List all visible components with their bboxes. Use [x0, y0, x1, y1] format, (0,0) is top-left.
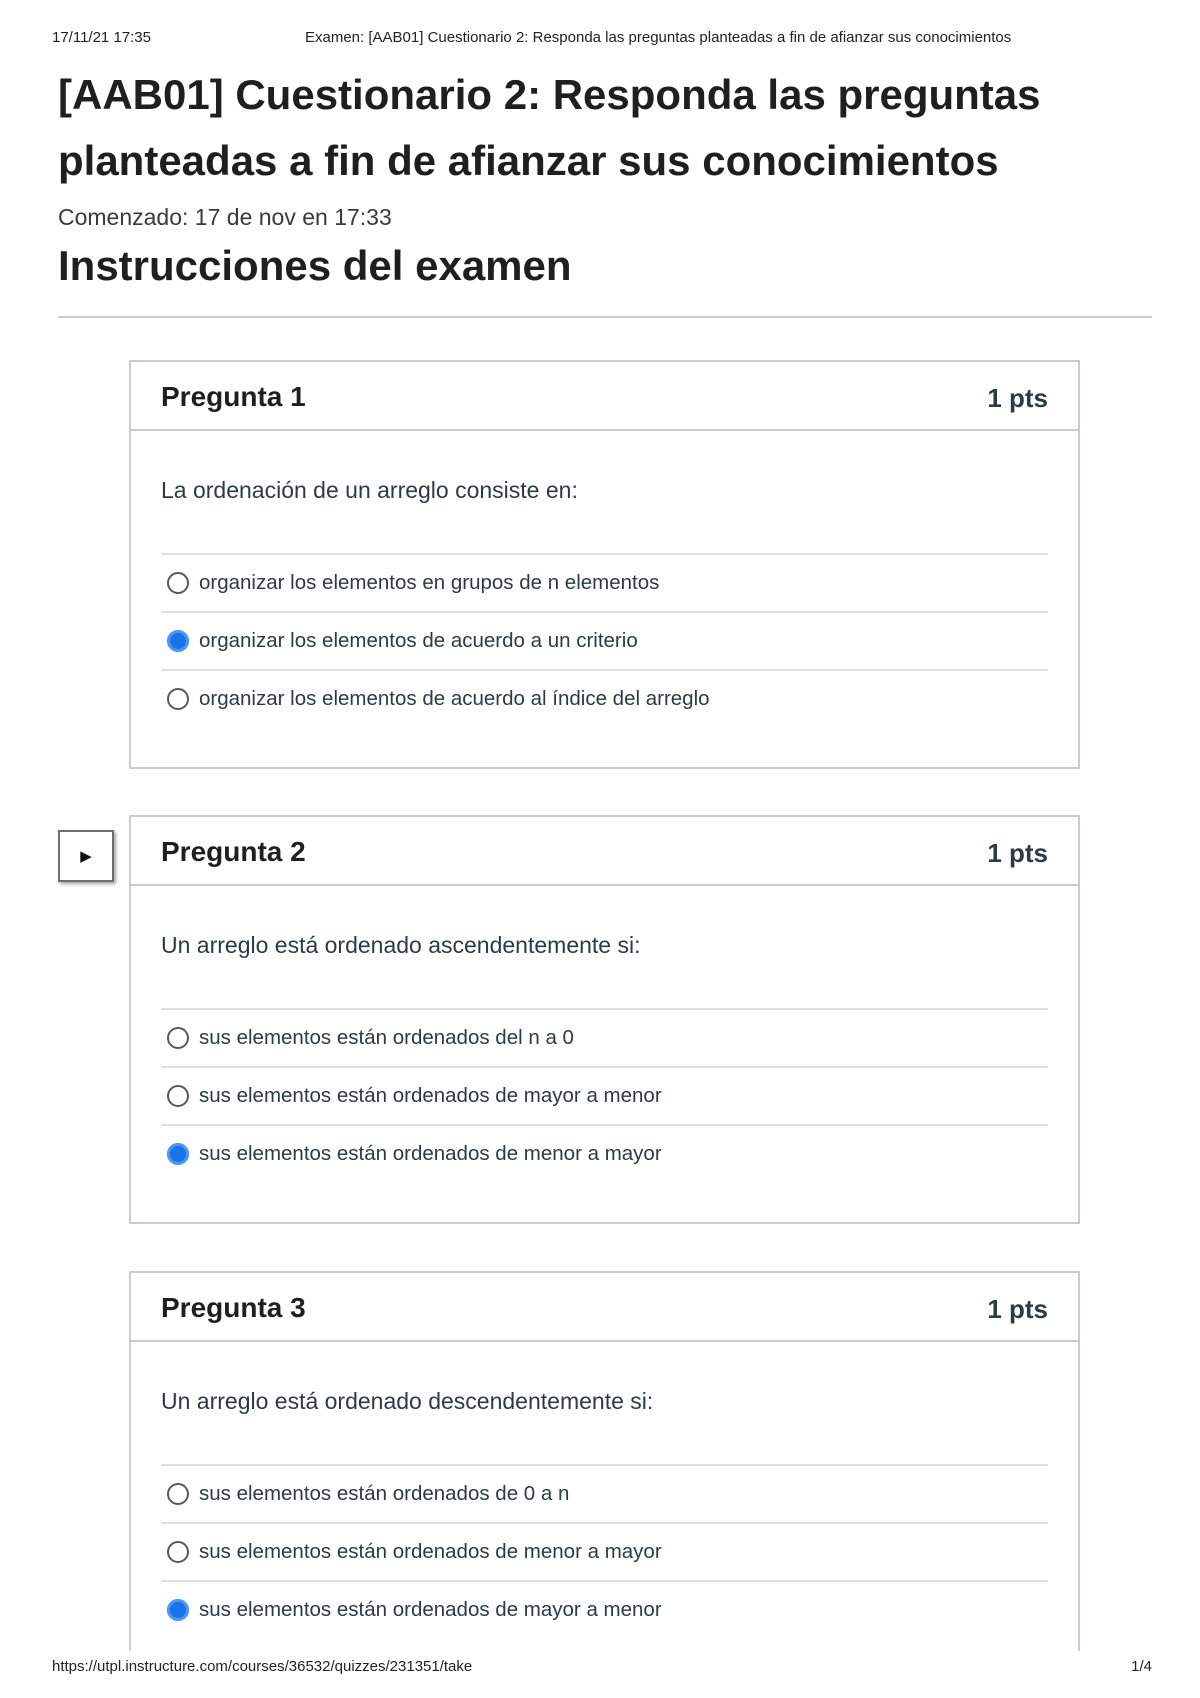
question-nav-flag[interactable] — [58, 830, 114, 882]
question-title: Pregunta 1 — [161, 381, 306, 412]
answer-option[interactable] — [161, 669, 1048, 727]
started-timestamp: Comenzado: 17 de nov en 17:33 — [58, 204, 392, 230]
answer-option[interactable] — [161, 1124, 1048, 1182]
print-date: 17/11/21 17:35 — [52, 29, 151, 46]
divider — [58, 316, 1152, 318]
answer-label[interactable]: sus elementos están ordenados de mayor a menor — [199, 1598, 662, 1621]
print-url: https://utpl.instructure.com/courses/36532/quizzes/231351/take — [52, 1658, 473, 1675]
answer-label[interactable]: organizar los elementos de acuerdo al índice del arreglo — [199, 687, 710, 710]
quiz-title: [AAB01] Cuestionario 2: Responda las preguntas planteadas a fin de afianzar sus conocimientos — [58, 71, 1041, 184]
question-points: 1 pts — [987, 383, 1048, 413]
question-3 — [129, 1271, 1080, 1651]
question-title: Pregunta 3 — [161, 1292, 306, 1323]
answer-label[interactable]: sus elementos están ordenados del n a 0 — [199, 1026, 574, 1049]
answer-label[interactable]: sus elementos están ordenados de menor a mayor — [199, 1142, 662, 1165]
answer-label[interactable]: sus elementos están ordenados de 0 a n — [199, 1482, 570, 1505]
question-body — [131, 886, 1078, 1222]
answer-label[interactable]: organizar los elementos en grupos de n elementos — [199, 571, 660, 594]
print-doc-title: Examen: [AAB01] Cuestionario 2: Responda las preguntas planteadas a fin de afianzar sus conocimientos — [305, 29, 1012, 46]
question-text: La ordenación de un arreglo consiste en: — [161, 477, 578, 503]
question-header — [131, 362, 1078, 431]
radio-button[interactable] — [167, 572, 189, 594]
question-header — [131, 817, 1078, 886]
question-title: Pregunta 2 — [161, 836, 306, 867]
radio-button[interactable] — [167, 1541, 189, 1563]
page-number: 1/4 — [1131, 1658, 1152, 1675]
answer-option[interactable] — [161, 1580, 1048, 1638]
radio-button[interactable] — [167, 1483, 189, 1505]
question-2 — [129, 815, 1080, 1224]
answer-option[interactable] — [161, 1008, 1048, 1066]
question-text: Un arreglo está ordenado descendentemente si: — [161, 1388, 654, 1414]
answer-option[interactable] — [161, 1464, 1048, 1522]
answer-option[interactable] — [161, 553, 1048, 611]
answer-label[interactable]: organizar los elementos de acuerdo a un criterio — [199, 629, 638, 652]
question-body — [131, 431, 1078, 767]
answer-option[interactable] — [161, 1522, 1048, 1580]
radio-button[interactable] — [167, 1027, 189, 1049]
radio-button-selected[interactable] — [167, 1599, 189, 1621]
radio-button-selected[interactable] — [167, 1143, 189, 1165]
radio-button-selected[interactable] — [167, 630, 189, 652]
play-icon: ▶ — [80, 848, 92, 865]
instructions-heading: Instrucciones del examen — [58, 242, 572, 289]
radio-button[interactable] — [167, 1085, 189, 1107]
question-text: Un arreglo está ordenado ascendentemente si: — [161, 932, 641, 958]
question-header — [131, 1273, 1078, 1342]
question-points: 1 pts — [987, 838, 1048, 868]
answer-option[interactable] — [161, 1066, 1048, 1124]
question-points: 1 pts — [987, 1294, 1048, 1324]
answer-label[interactable]: sus elementos están ordenados de mayor a menor — [199, 1084, 662, 1107]
radio-button[interactable] — [167, 688, 189, 710]
answer-label[interactable]: sus elementos están ordenados de menor a mayor — [199, 1540, 662, 1563]
answer-option[interactable] — [161, 611, 1048, 669]
question-1 — [129, 360, 1080, 769]
question-body — [131, 1342, 1078, 1678]
